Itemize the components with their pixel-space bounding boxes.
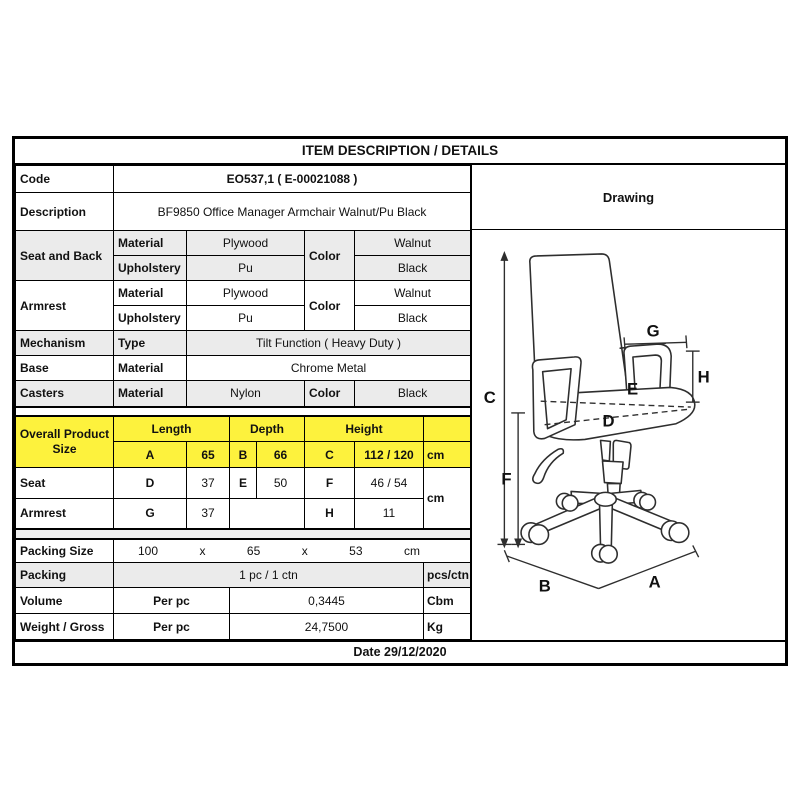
armrest-color-material: Walnut [355, 281, 471, 306]
packing-size-x2: x [301, 543, 308, 558]
drawing-title: Drawing [472, 165, 785, 230]
dim-g-key: G [114, 499, 187, 529]
dim-c-value: 112 / 120 [355, 442, 424, 468]
dim-label-b: B [538, 576, 551, 596]
packing-size-v2: 65 [246, 543, 261, 558]
spacer-row [16, 529, 471, 539]
page-title: ITEM DESCRIPTION / DETAILS [15, 139, 785, 165]
spec-sheet [12, 136, 788, 666]
dim-e-value: 50 [257, 468, 305, 499]
base-material-label: Material [114, 356, 187, 381]
weight-label: Weight / Gross [16, 614, 114, 640]
dim-f-key: F [305, 468, 355, 499]
dim-a-value: 65 [187, 442, 230, 468]
table-row [16, 588, 471, 614]
volume-label: Volume [16, 588, 114, 614]
table-row [16, 416, 471, 442]
casters-color-label: Color [305, 381, 355, 407]
description-label: Description [16, 193, 114, 231]
table-row [16, 563, 471, 588]
spec-table-section [15, 165, 470, 640]
height-header: Height [305, 416, 424, 442]
volume-unit: Cbm [424, 588, 471, 614]
armrest-upholstery-value: Pu [187, 306, 305, 331]
packing-size-v3: 53 [349, 543, 363, 558]
table-row [16, 356, 471, 381]
spacer-cell [16, 407, 471, 416]
packing-size-x1: x [199, 543, 206, 558]
seatback-material-value: Plywood [187, 231, 305, 256]
armrest-upholstery-label: Upholstery [114, 306, 187, 331]
mechanism-label: Mechanism [16, 331, 114, 356]
chair-armrest-left-hole [543, 369, 571, 429]
dim-label-g: G [646, 321, 660, 341]
casters-material-value: Nylon [187, 381, 305, 407]
spacer-row [16, 407, 471, 416]
base-label: Base [16, 356, 114, 381]
length-header: Length [114, 416, 230, 442]
gas-lift-cylinder-upper [602, 461, 623, 484]
armrest-label: Armrest [16, 281, 114, 331]
armrest-color-upholstery: Black [355, 306, 471, 331]
table-row [16, 381, 471, 407]
caster [556, 493, 578, 511]
caster [592, 544, 618, 563]
drawing-section [470, 165, 785, 640]
dim-label-h: H [697, 367, 710, 387]
packing-value: 1 pc / 1 ctn [114, 563, 424, 588]
casters-material-label: Material [114, 381, 187, 407]
weight-per: Per pc [114, 614, 230, 640]
packing-size-value [114, 539, 471, 563]
volume-value: 0,3445 [230, 588, 424, 614]
volume-per: Per pc [114, 588, 230, 614]
table-row [16, 281, 471, 306]
dim-label-a: A [648, 572, 661, 592]
weight-value: 24,7500 [230, 614, 424, 640]
spacer-cell [16, 529, 471, 539]
table-row [16, 539, 471, 563]
dim-e-key: E [230, 468, 257, 499]
table-row [16, 166, 471, 193]
table-row [16, 193, 471, 231]
spec-table [15, 165, 471, 640]
packing-unit: pcs/ctn [424, 563, 471, 588]
dim-g-value: 37 [187, 499, 230, 529]
weight-unit: Kg [424, 614, 471, 640]
seatback-upholstery-value: Pu [187, 256, 305, 281]
packing-label: Packing [16, 563, 114, 588]
dim-h-key: H [305, 499, 355, 529]
description-value: BF9850 Office Manager Armchair Walnut/Pu Black [114, 193, 471, 231]
tilt-lever [533, 449, 564, 484]
table-row [16, 468, 471, 499]
depth-header: Depth [230, 416, 305, 442]
dim-c-key: C [305, 442, 355, 468]
armrest-color-label: Color [305, 281, 355, 331]
dim-label-e: E [627, 379, 639, 399]
chair-drawing [472, 230, 785, 640]
dim-b-value: 66 [257, 442, 305, 468]
dim-label-d: D [602, 411, 615, 431]
seatback-color-label: Color [305, 231, 355, 281]
seatback-color-upholstery: Black [355, 256, 471, 281]
main-area [15, 165, 785, 640]
base-value: Chrome Metal [187, 356, 471, 381]
seatback-material-label: Material [114, 231, 187, 256]
seatback-color-material: Walnut [355, 231, 471, 256]
packing-size-unit: cm [403, 543, 420, 558]
table-row [16, 499, 471, 529]
table-row [16, 331, 471, 356]
base-leg [600, 505, 613, 546]
dim-d-key: D [114, 468, 187, 499]
gas-lift-housing [601, 440, 611, 461]
armrest-material-value: Plywood [187, 281, 305, 306]
seat-unit: cm [424, 468, 471, 529]
dim-line-c [498, 251, 512, 548]
seatback-upholstery-label: Upholstery [114, 256, 187, 281]
code-value: EO537,1 ( E-00021088 ) [114, 166, 471, 193]
table-row [16, 231, 471, 256]
dim-a-key: A [114, 442, 187, 468]
seat-dims-label: Seat [16, 468, 114, 499]
dim-b-key: B [230, 442, 257, 468]
empty-cell [424, 416, 471, 442]
dim-label-f: F [501, 469, 512, 489]
overall-size-label: Overall Product Size [16, 416, 114, 468]
dim-line-b [504, 550, 598, 588]
seatback-label: Seat and Back [16, 231, 114, 281]
packing-size-label: Packing Size [16, 539, 114, 563]
code-label: Code [16, 166, 114, 193]
drawing-area [472, 230, 785, 640]
empty-cell [230, 499, 305, 529]
dim-d-value: 37 [187, 468, 230, 499]
table-row [16, 614, 471, 640]
caster [521, 523, 548, 545]
overall-unit: cm [424, 442, 471, 468]
casters-color-value: Black [355, 381, 471, 407]
caster [661, 521, 688, 543]
mechanism-value: Tilt Function ( Heavy Duty ) [187, 331, 471, 356]
dim-label-c: C [483, 388, 496, 408]
dim-h-value: 11 [355, 499, 424, 529]
base-hub [595, 492, 617, 506]
armrest-dims-label: Armrest [16, 499, 114, 529]
packing-size-parts [138, 544, 420, 558]
caster [634, 492, 656, 510]
packing-size-v1: 100 [138, 543, 159, 558]
dim-f-value: 46 / 54 [355, 468, 424, 499]
armrest-material-label: Material [114, 281, 187, 306]
mechanism-type-label: Type [114, 331, 187, 356]
casters-label: Casters [16, 381, 114, 407]
date-label: Date 29/12/2020 [15, 640, 785, 663]
